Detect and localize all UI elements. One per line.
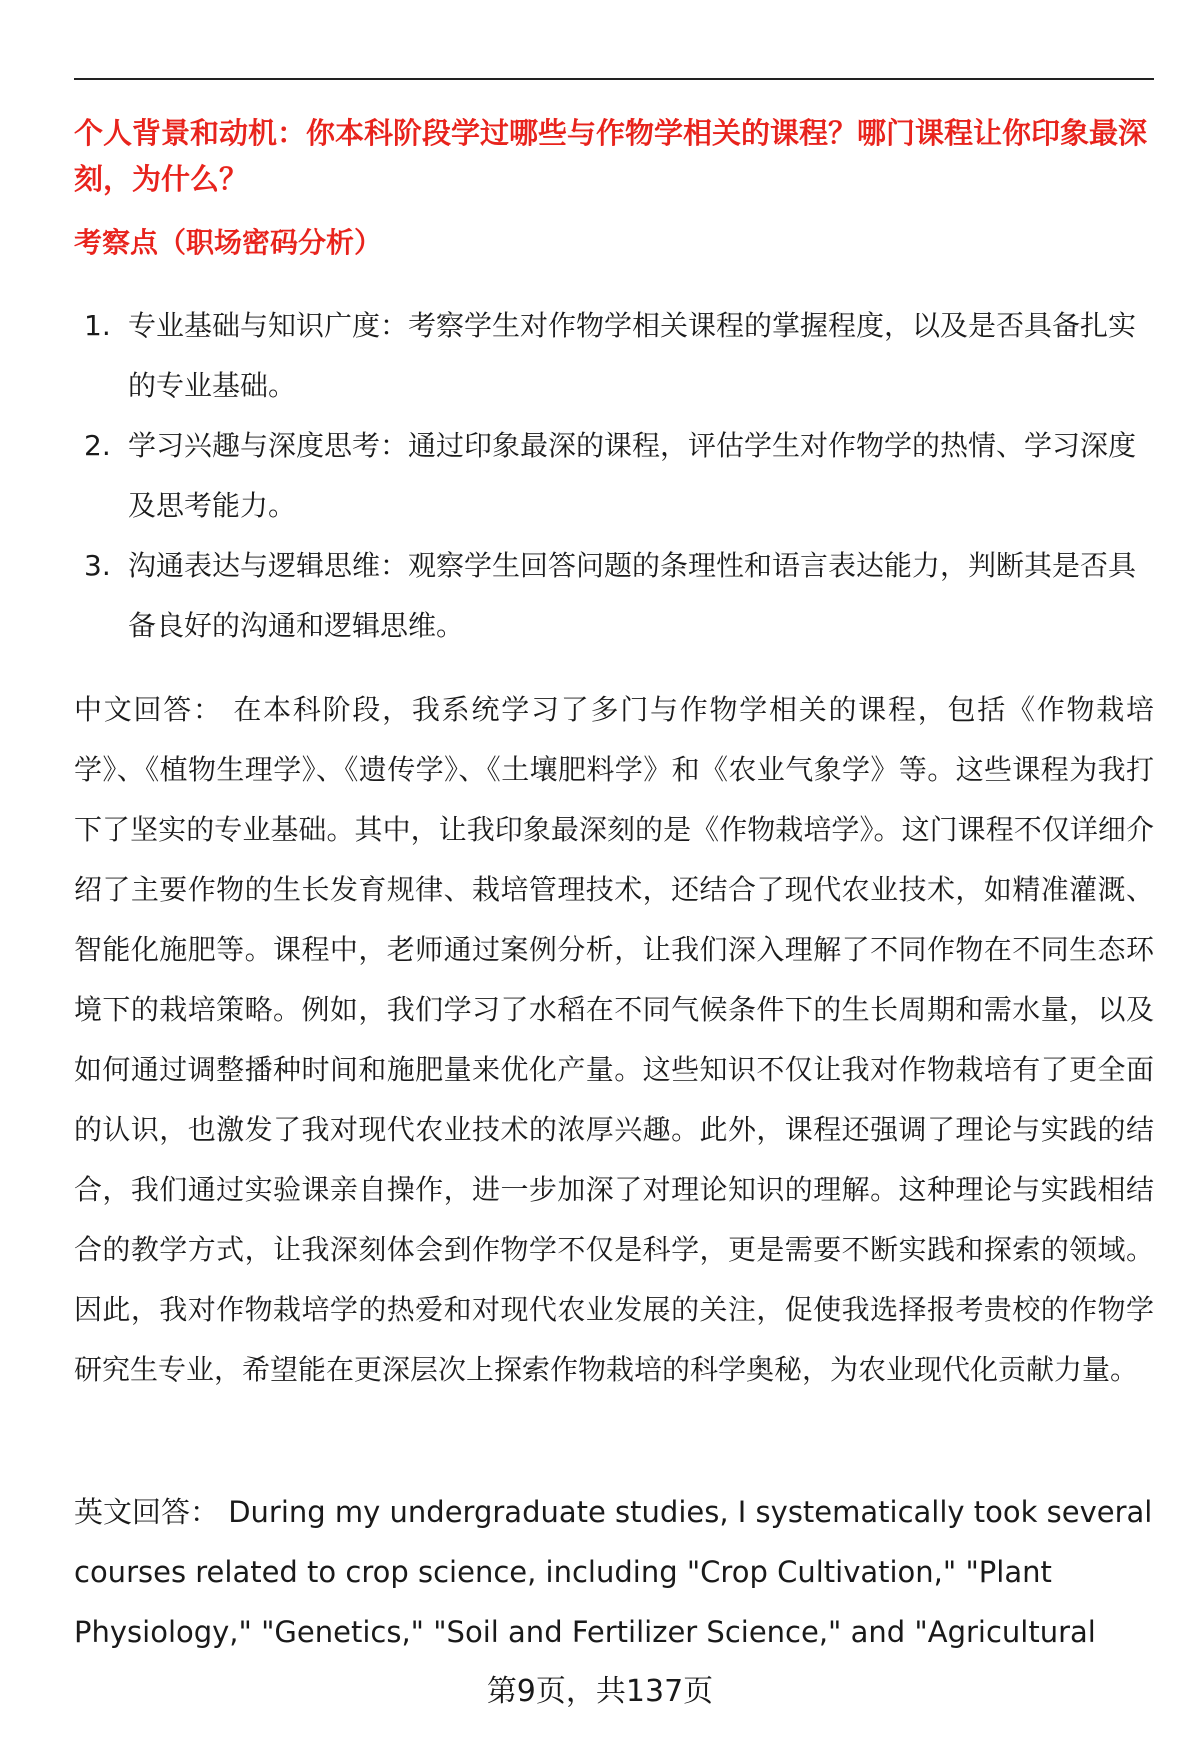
list-text: 学习兴趣与深度思考：通过印象最深的课程，评估学生对作物学的热情、学习深度及思考能力。 [128, 429, 1137, 522]
list-text: 沟通表达与逻辑思维：观察学生回答问题的条理性和语言表达能力，判断其是否具备良好的沟通和逻辑思维。 [128, 549, 1137, 642]
list-text: 专业基础与知识广度：考察学生对作物学相关课程的掌握程度，以及是否具备扎实的专业基础。 [128, 309, 1137, 402]
list-item [74, 416, 1154, 536]
list-number: 1. [84, 309, 111, 342]
english-answer: 英文回答： During my undergraduate studies, I systematically took several courses related to crop science, including "Crop Cultivation," "Plant Physiology," "Genetics," "Soil and Fertilizer Science," and "Agricultural [74, 1495, 1153, 1649]
list-number: 3. [84, 549, 111, 582]
section-title: 考察点（职场密码分析） [74, 226, 383, 259]
question-heading: 个人背景和动机：你本科阶段学过哪些与作物学相关的课程？哪门课程让你印象最深刻，为什么？ [74, 116, 1148, 196]
chinese-answer: 中文回答： 在本科阶段，我系统学习了多门与作物学相关的课程，包括《作物栽培学》、《植物生理学》、《遗传学》、《土壤肥料学》和《农业气象学》等。这些课程为我打下了坚实的专业基础。其中，让我印象最深刻的是《作物栽培学》。这门课程不仅详细介绍了主要作物的生长发育规律、栽培管理技术，还结合了现代农业技术，如精准灌溉、智能化施肥等。课程中，老师通过案例分析，让我们深入理解了不同作物在不同生态环境下的栽培策略。例如，我们学习了水稻在不同气候条件下的生长周期和需水量，以及如何通过调整播种时间和施肥量来优化产量。这些知识不仅让我对作物栽培有了更全面的认识，也激发了我对现代农业技术的浓厚兴趣。此外，课程还强调了理论与实践的结合，我们通过实验课亲自操作，进一步加深了对理论知识的理解。这种理论与实践相结合的教学方式，让我深刻体会到作物学不仅是科学，更是需要不断实践和探索的领域。因此，我对作物栽培学的热爱和对现代农业发展的关注，促使我选择报考贵校的作物学研究生专业，希望能在更深层次上探索作物栽培的科学奥秘，为农业现代化贡献力量。 [74, 693, 1154, 1386]
header-rule [74, 78, 1154, 80]
page-number: 第9页，共137页 [486, 1674, 714, 1709]
list-item [74, 536, 1154, 656]
list-item [74, 296, 1154, 416]
list-number: 2. [84, 429, 111, 462]
assessment-points [74, 296, 1154, 656]
